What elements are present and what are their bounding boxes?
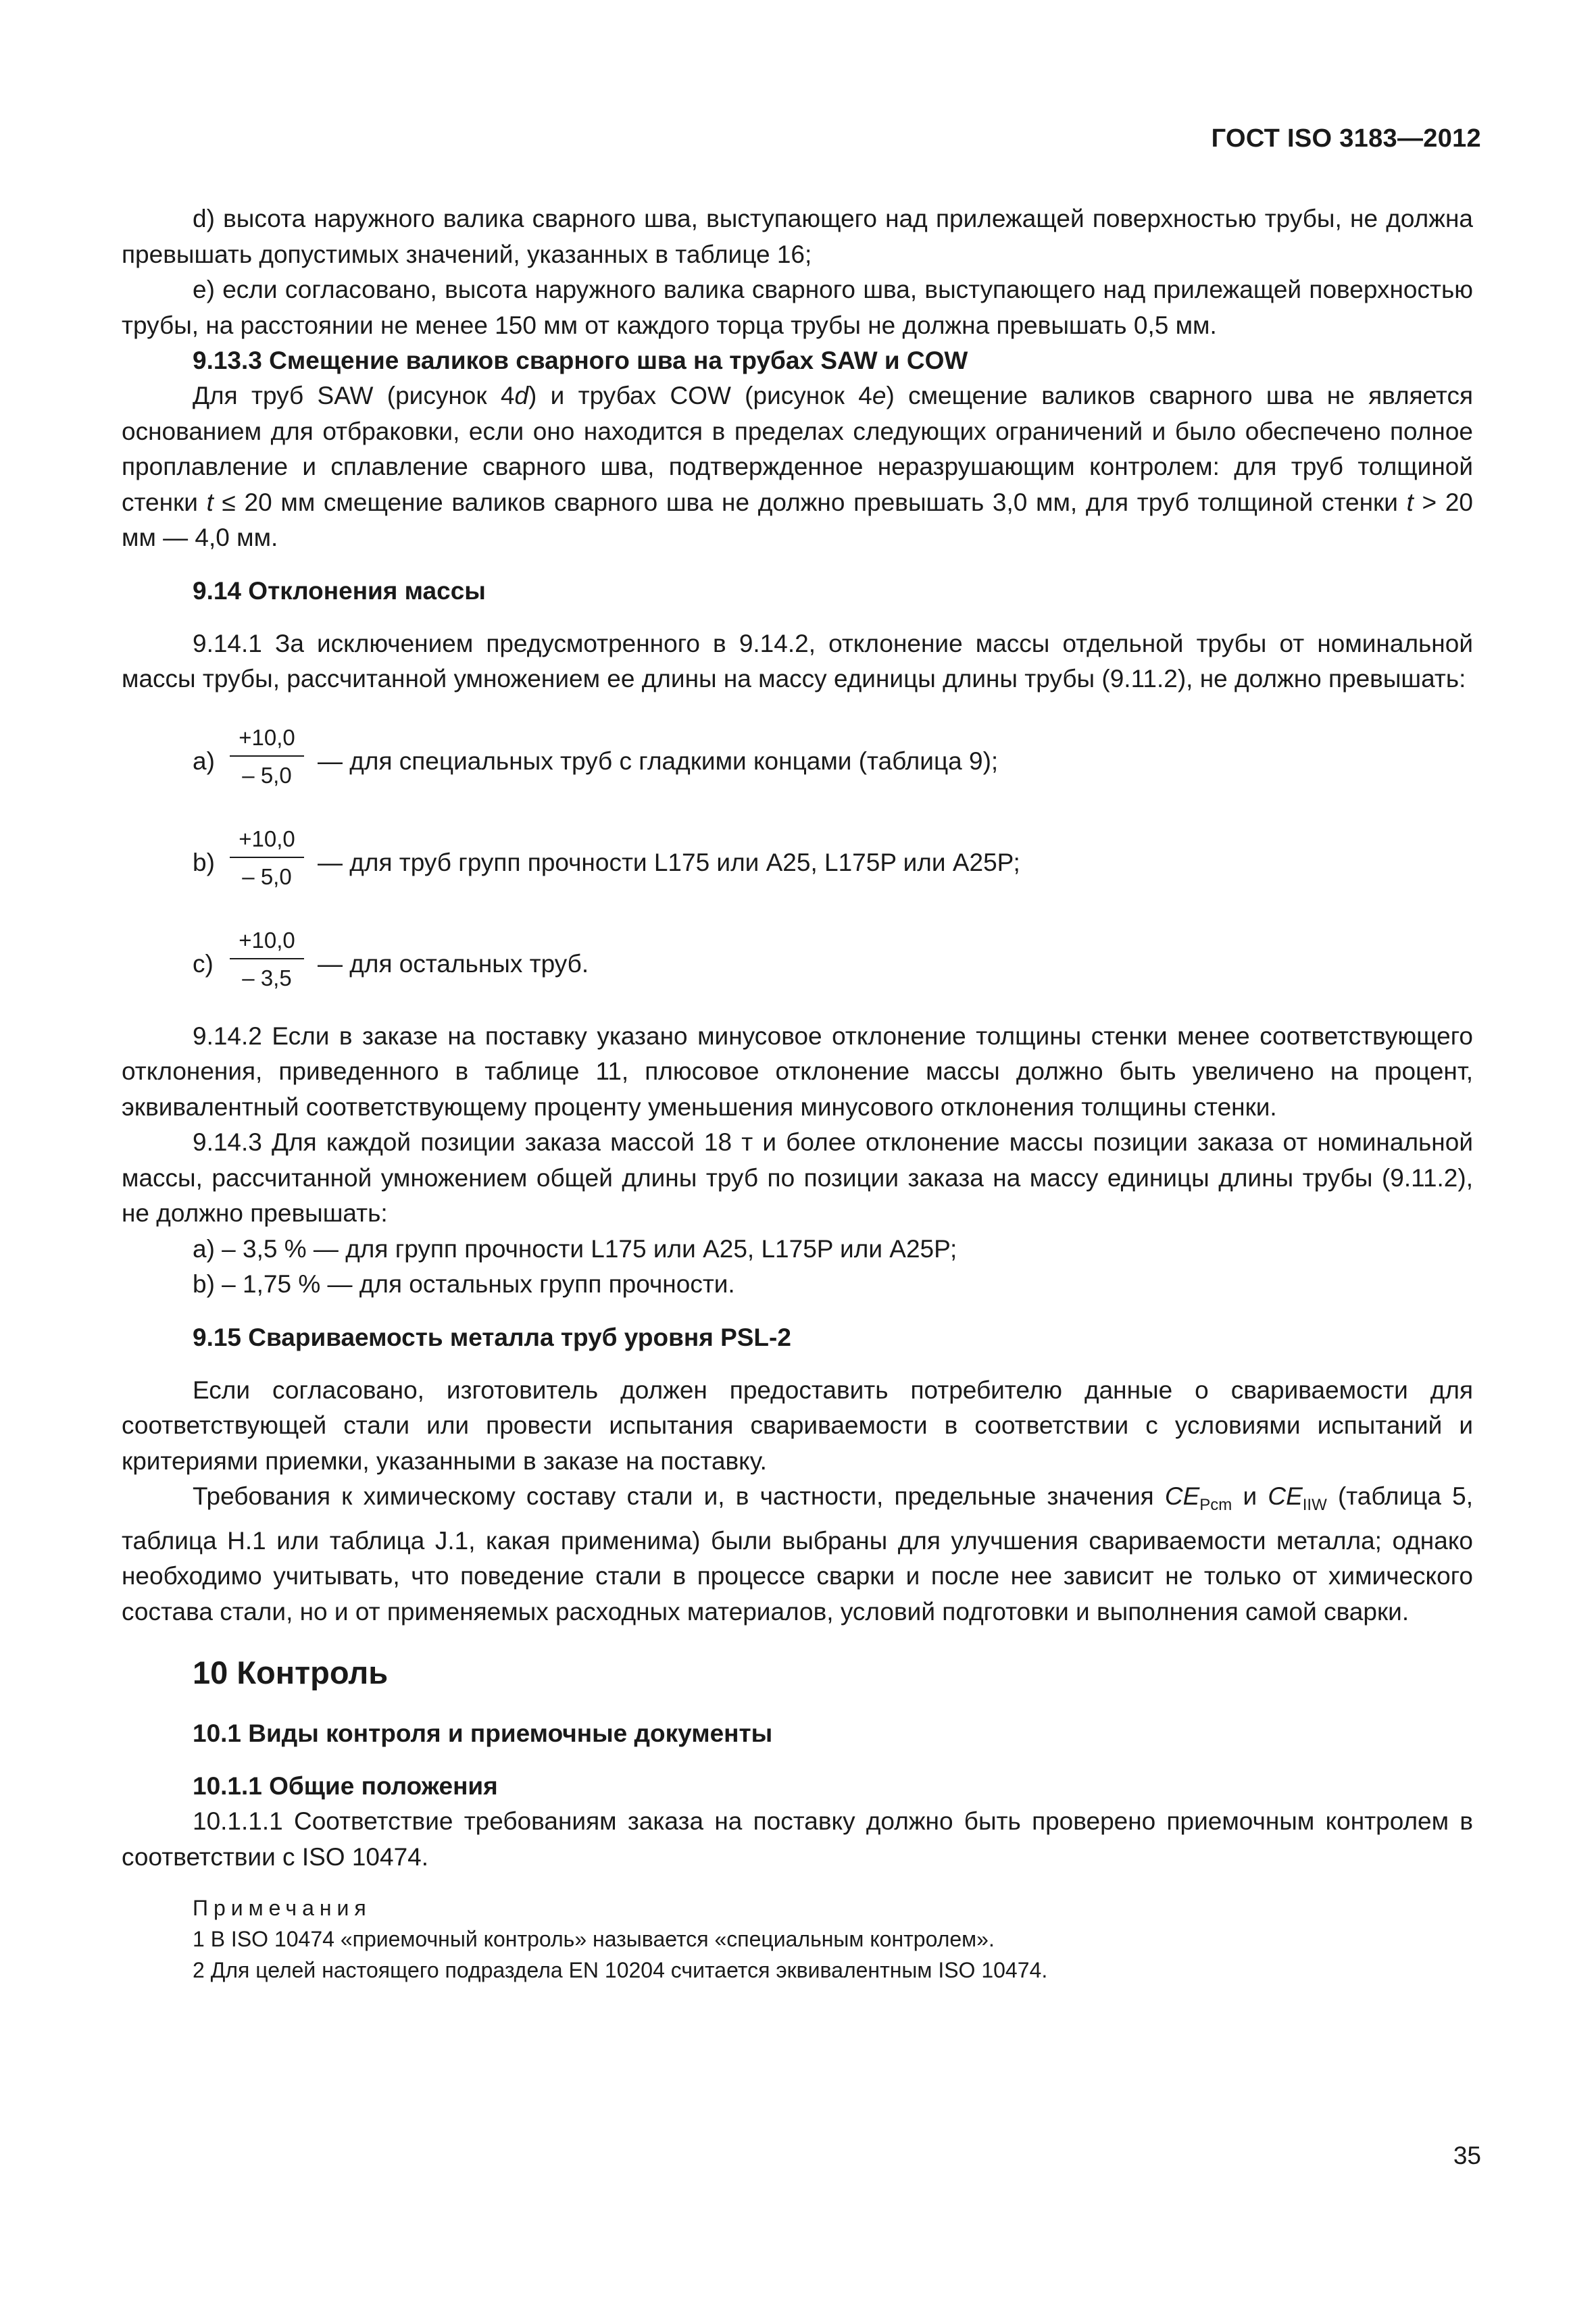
tolerance-fraction [230,724,304,789]
paragraph-e: е) если согласовано, высота наружного валика сварного шва, выступающего над прилежащей поверхностью трубы, на расстоянии не менее 150 мм от каждого торца трубы не должна превышать 0,5 мм. [122,276,1473,339]
item-label: a) [193,747,215,775]
fraction-item-b [122,816,1473,917]
paragraph-10-1-1-1: 10.1.1.1 Соответствие требованиям заказа на поставку должно быть проверено приемочным контролем в соответствии с ISO 10474. [122,1807,1473,1871]
document-header: ГОСТ ISO 3183—2012 [1211,124,1481,153]
paragraph-9-14-3-b: b) – 1,75 % — для остальных групп прочности. [193,1270,735,1298]
heading-10: 10 Контроль [193,1655,389,1690]
paragraph-9-14-1: 9.14.1 За исключением предусмотренного в 9.14.2, отклонение массы отдельной трубы от номинальной массы трубы, рассчитанной умножением ее длины на массу единицы длины трубы (9.11.2), не должно превышать: [122,629,1473,693]
fraction-numerator: +10,0 [230,927,304,959]
heading-10-1: 10.1 Виды контроля и приемочные документы [193,1719,773,1747]
fraction-item-c [122,917,1473,1019]
notes-label: Примечания [193,1896,372,1920]
paragraph-9-13-3: Для труб SAW (рисунок 4d) и трубах COW (рисунок 4е) смещение валиков сварного шва не является основанием для отбраковки, если оно находится в пределах следующих ограничений и было обеспечено полное проплавление и сплавление сварного шва, подтвержденное неразрушающим контролем: для труб толщиной стенки t ≤ 20 мм смещение валиков сварного шва не должно превышать 3,0 мм, для труб толщиной стенки t > 20 мм — 4,0 мм. [122,382,1474,551]
paragraph-9-15-2: Требования к химическому составу стали и, в частности, предельные значения $CE_{Pcm}$ и $CE_{IIW}$ (таблица 5, таблица Н.1 или таблица J.1, какая применима) были выбраны для улучшения свариваемости металла; однако необходимо учитывать, что поведение стали в процессе сварки и после нее зависит не только от химического состава стали, но и от применяемых расходных материалов, условий подготовки и выполнения самой сварки. [122,1482,1473,1626]
item-text: — для специальных труб с гладкими концами (таблица 9); [318,747,999,775]
fraction-denominator: – 5,0 [242,762,292,788]
tolerance-fraction [230,826,304,890]
paragraph-d: d) высота наружного валика сварного шва, выступающего над прилежащей поверхностью трубы, не должна превышать допустимых значений, указанных в таблице 16; [122,205,1473,268]
item-text: — для труб групп прочности L175 или А25, L175P или А25Р; [318,848,1020,876]
note-item: 2 Для целей настоящего подраздела EN 10204 считается эквивалентным ISO 10474. [193,1958,1048,1982]
note-item: 1 В ISO 10474 «приемочный контроль» называется «специальным контролем». [193,1927,995,1951]
paragraph-9-14-3-a: а) – 3,5 % — для групп прочности L175 или А25, L175P или А25Р; [193,1234,957,1263]
page-number: 35 [1453,2142,1481,2169]
tolerance-fraction [230,927,304,992]
heading-9-15: 9.15 Свариваемость металла труб уровня PSL-2 [193,1323,791,1351]
fraction-numerator: +10,0 [230,826,304,858]
paragraph-9-14-3: 9.14.3 Для каждой позиции заказа массой 18 т и более отклонение массы позиции заказа от номинальной массы, рассчитанной умножением общей длины труб по позиции заказа на массу единицы длины трубы (9.11.2), не должно превышать: [122,1128,1473,1227]
item-label: b) [193,848,215,876]
heading-9-14: 9.14 Отклонения массы [193,576,486,605]
item-label: c) [193,949,214,978]
paragraph-9-14-2: 9.14.2 Если в заказе на поставку указано минусовое отклонение толщины стенки менее соответствующего отклонения, приведенного в таблице 11, плюсовое отклонение массы должно быть увеличено на процент, эквивалентный соответствующему проценту уменьшения минусового отклонения толщины стенки. [122,1022,1473,1121]
heading-9-13-3: 9.13.3 Смещение валиков сварного шва на трубах SAW и COW [193,347,968,374]
fraction-numerator: +10,0 [230,724,304,757]
fraction-denominator: – 3,5 [242,965,292,990]
fraction-item-a [122,715,1473,816]
document-body [122,201,1473,1986]
item-text: — для остальных труб. [318,949,589,978]
fraction-denominator: – 5,0 [242,863,292,889]
heading-10-1-1: 10.1.1 Общие положения [193,1772,498,1800]
paragraph-9-15-1: Если согласовано, изготовитель должен предоставить потребителю данные о свариваемости для соответствующей стали или провести испытания свариваемости в соответствии с условиями испытаний и критериями приемки, указанными в заказе на поставку. [122,1376,1473,1475]
